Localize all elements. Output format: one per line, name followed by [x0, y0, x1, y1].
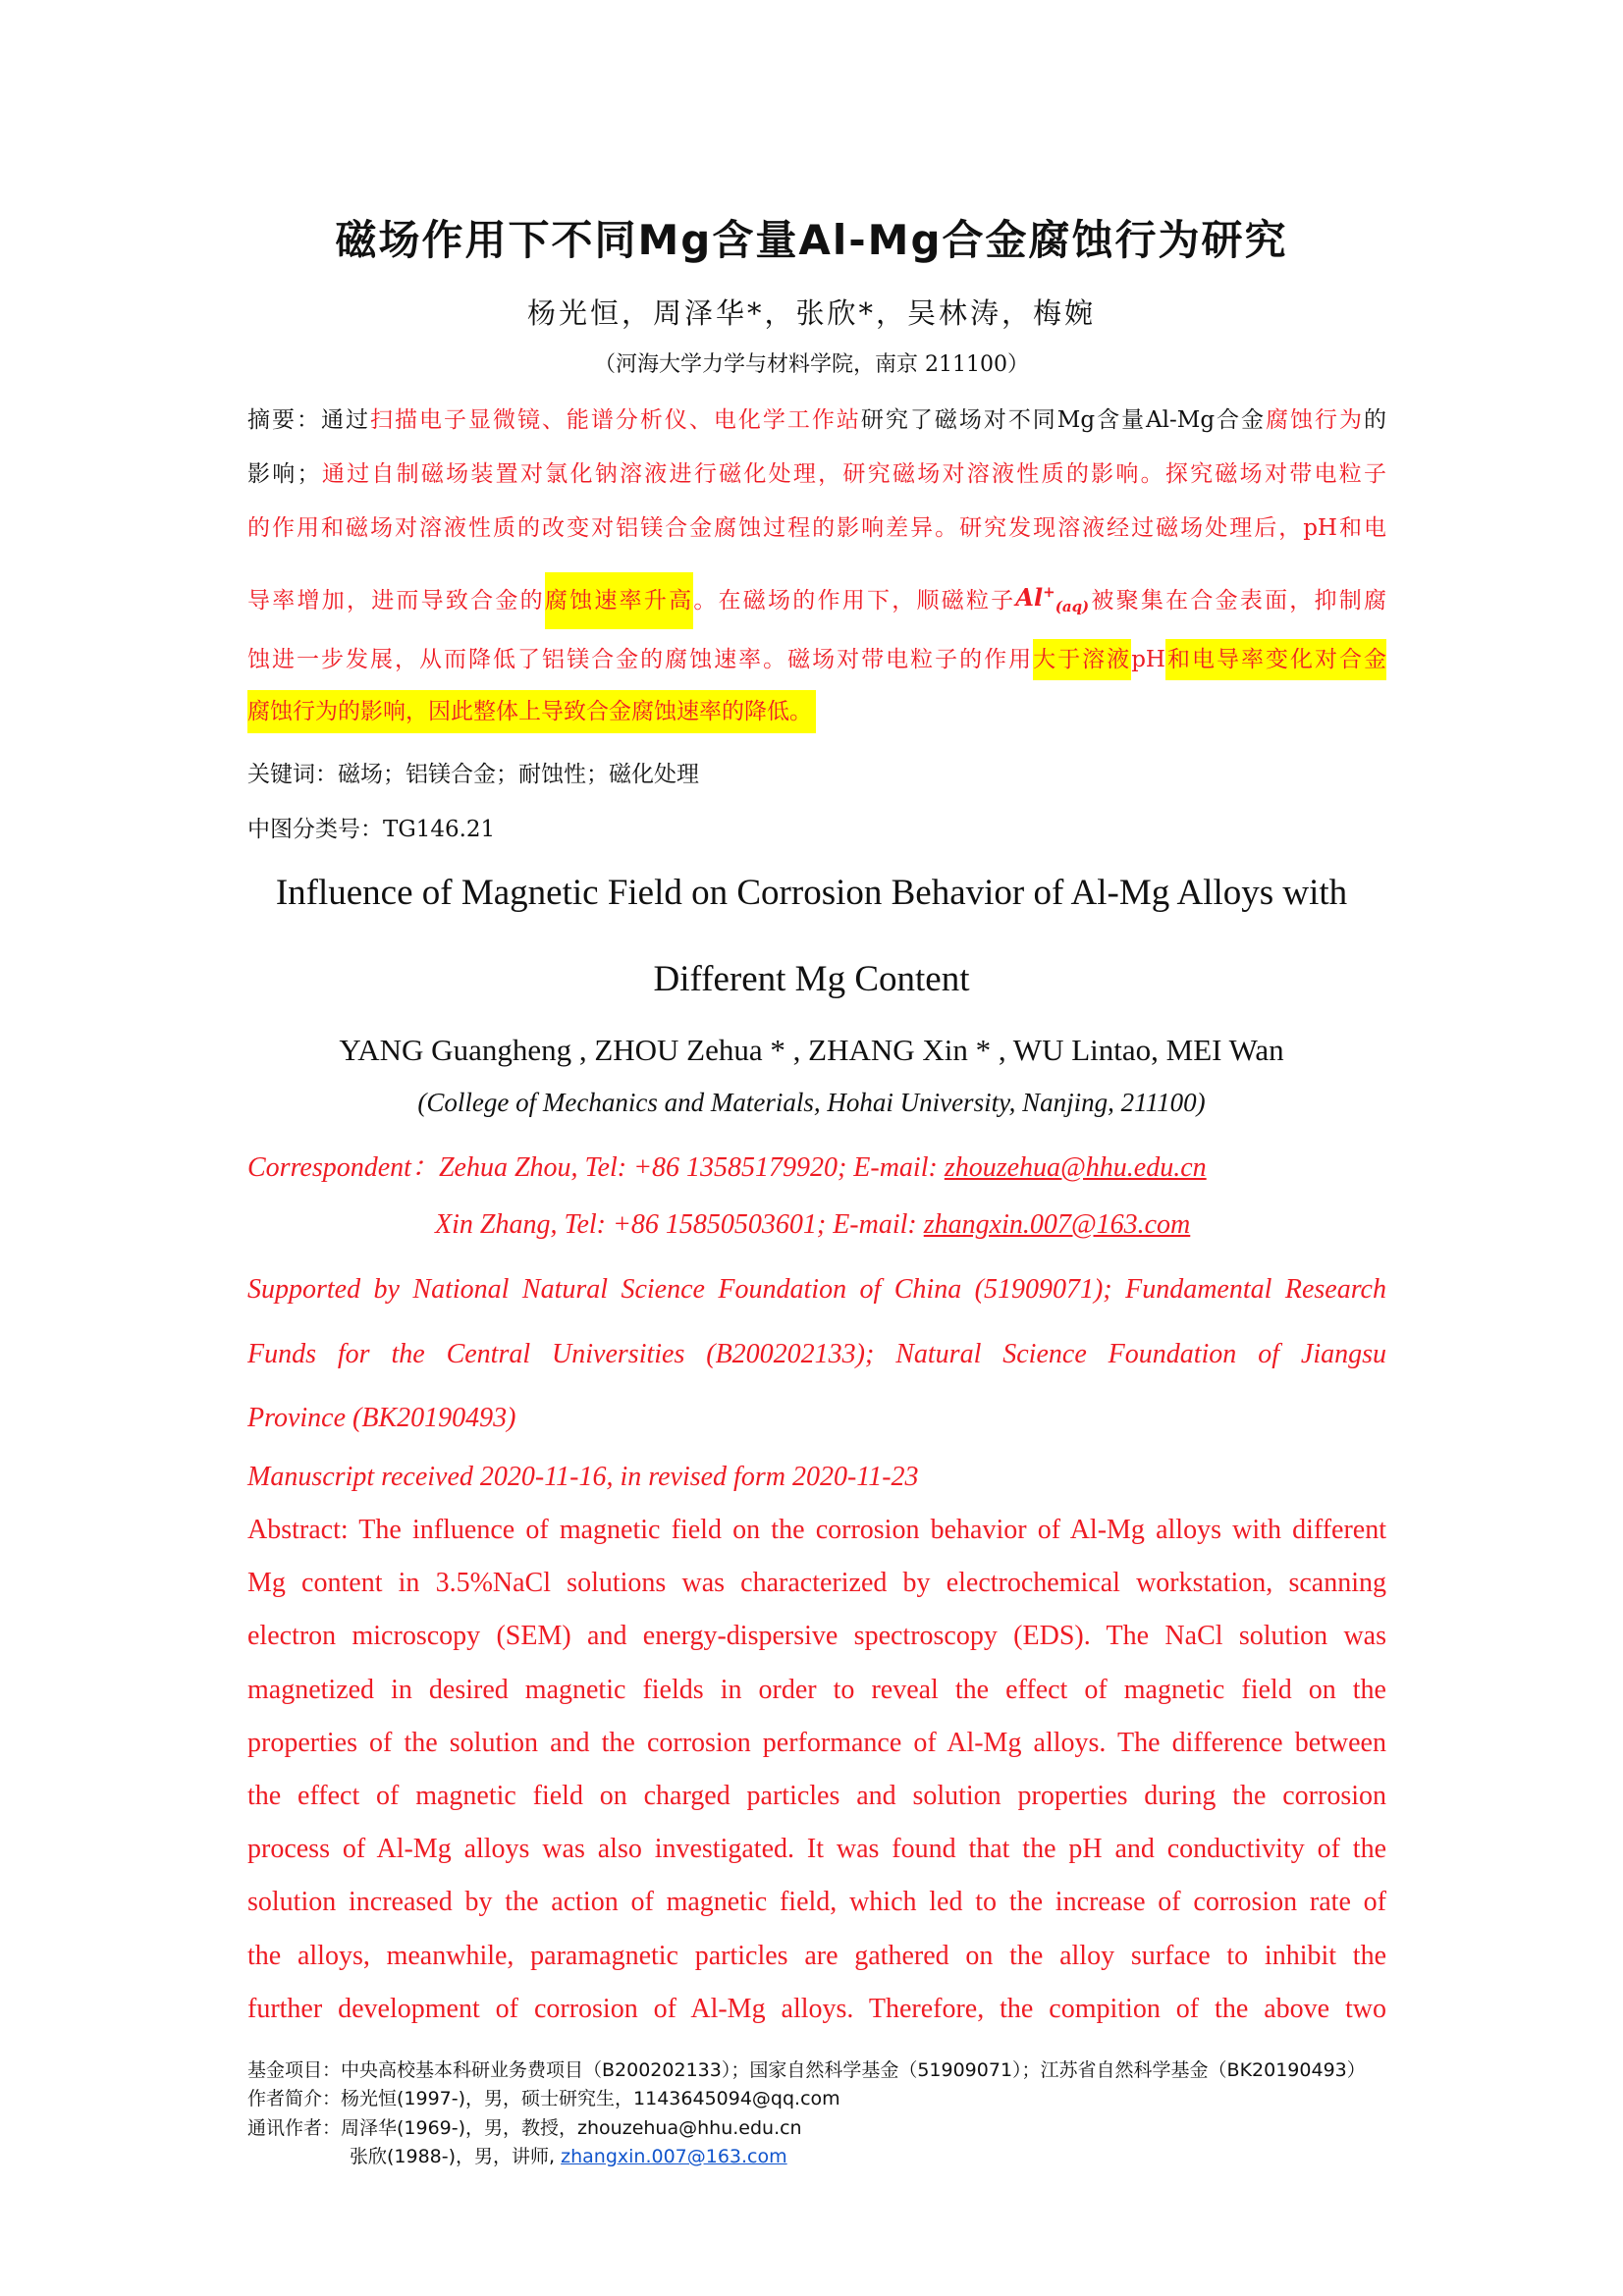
cn-title: 磁场作用下不同Mg含量Al-Mg合金腐蚀行为研究 — [335, 216, 1288, 264]
cn-affiliation: （河海大学力学与材料学院，南京 211100） — [594, 352, 1029, 377]
text-span: 通过 — [320, 407, 370, 433]
text-span: 被聚集在合金表面，抑制腐 — [1089, 588, 1387, 614]
correspondent-label: Correspondent：Zehua Zhou, Tel: +86 13585179920; E-mail: — [247, 1152, 945, 1183]
en-abstract-line-7: process of Al-Mg alloys was also investigated. It was found that the pH and conductivity of the — [247, 1834, 1386, 1864]
supported-line-3: Province (BK20190493) — [247, 1403, 516, 1433]
en-abstract-line-9: the alloys, meanwhile, paramagnetic particles are gathered on the alloy surface to inhibit the — [247, 1941, 1386, 1971]
chem-sub: (aq) — [1055, 597, 1090, 615]
cn-abstract-line-3: 的作用和磁场对溶液性质的改变对铝镁合金腐蚀过程的影响差异。研究发现溶液经过磁场处理后，pH和电 — [247, 515, 1386, 541]
supported-line-1: Supported by National Natural Science Foundation of China (51909071); Fundamental Research — [247, 1274, 1386, 1305]
footnote-corr2-text: 张欣(1988-)，男，讲师, — [350, 2146, 562, 2167]
text-span: 研究了磁场对不同Mg含量Al-Mg合金 — [860, 407, 1267, 433]
text-span: 。在磁场的作用下，顺磁粒子 — [693, 588, 1016, 614]
chem-symbol: Al — [1015, 583, 1044, 612]
en-affiliation: (College of Mechanics and Materials, Hohai University, Nanjing, 211100) — [417, 1088, 1206, 1117]
en-abstract-line-5: properties of the solution and the corrosion performance of Al-Mg alloys. The difference between — [247, 1728, 1386, 1758]
cn-abstract-line-6 — [247, 693, 816, 725]
en-abstract-line-6: the effect of magnetic field on charged particles and solution properties during the corrosion — [247, 1781, 1386, 1811]
en-title-line-1: Influence of Magnetic Field on Corrosion Behavior of Al-Mg Alloys with — [275, 873, 1348, 913]
text-span: 蚀进一步发展，从而降低了铝镁合金的腐蚀速率。磁场对带电粒子的作用 — [247, 647, 1034, 672]
text-span: 的 — [1364, 407, 1387, 433]
text-span: pH — [1131, 647, 1165, 672]
text-span: 通过自制磁场装置对氯化钠溶液进行磁化处理，研究磁场对溶液性质的影响。探究磁场对带电粒子 — [319, 461, 1387, 487]
manuscript-dates: Manuscript received 2020-11-16, in revised form 2020-11-23 — [247, 1462, 919, 1492]
footnote-correspondent: 通讯作者：周泽华(1969-)，男，教授，zhouzehua@hhu.edu.cn — [247, 2117, 802, 2139]
en-abstract-line-10: further development of corrosion of Al-Mg alloys. Therefore, the compition of the above two — [247, 1994, 1386, 2024]
cn-abstract-line-2 — [247, 455, 1386, 488]
highlight-corrosion-rate-rise: 腐蚀速率升高 — [545, 572, 693, 629]
cn-classification: 中图分类号：TG146.21 — [247, 817, 496, 842]
en-abstract-line-1: Abstract: The influence of magnetic field on the corrosion behavior of Al-Mg alloys with different — [247, 1515, 1386, 1545]
en-abstract-line-3: electron microscopy (SEM) and energy-dispersive spectroscopy (EDS). The NaCl solution was — [247, 1621, 1386, 1651]
email-link-zhang[interactable]: zhangxin.007@163.com — [923, 1209, 1191, 1240]
en-abstract-line-8: solution increased by the action of magnetic field, which led to the increase of corrosion rate of — [247, 1887, 1386, 1917]
correspondent-line-1 — [247, 1146, 1386, 1185]
cn-abstract-line-1 — [247, 401, 1386, 434]
highlight-overall-decrease: 腐蚀行为的影响，因此整体上导致合金腐蚀速率的降低。 — [247, 690, 816, 733]
supported-line-2: Funds for the Central Universities (B200202133); Natural Science Foundation of Jiangsu — [247, 1339, 1386, 1369]
correspondent-label-2: Xin Zhang, Tel: +86 15850503601; E-mail: — [435, 1209, 924, 1240]
cn-abstract-line-5 — [247, 638, 1386, 681]
footnote-correspondent-2 — [350, 2142, 787, 2168]
cn-authors: 杨光恒，周泽华*，张欣*，吴林涛，梅婉 — [526, 296, 1096, 330]
email-link-zhou[interactable]: zhouzehua@hhu.edu.cn — [944, 1152, 1207, 1183]
en-abstract-line-2: Mg content in 3.5%NaCl solutions was characterized by electrochemical workstation, scanning — [247, 1568, 1386, 1598]
en-authors: YANG Guangheng , ZHOU Zehua * , ZHANG Xin * , WU Lintao, MEI Wan — [339, 1033, 1284, 1067]
chem-formula-al-ion — [1015, 583, 1090, 615]
cn-abstract-line-4 — [247, 569, 1386, 633]
footnote-divider — [247, 2046, 1386, 2047]
chem-sup: + — [1043, 583, 1055, 601]
highlight-greater-than-solution: 大于溶液 — [1033, 639, 1131, 680]
text-span: 腐蚀行为 — [1266, 407, 1365, 433]
cn-abstract-label: 摘要： — [247, 407, 321, 433]
footnote-fund: 基金项目：中央高校基本科研业务费项目（B200202133）；国家自然科学基金（51909071）；江苏省自然科学基金（BK20190493） — [247, 2059, 1366, 2081]
cn-keywords: 关键词：磁场；铝镁合金；耐蚀性；磁化处理 — [247, 762, 699, 787]
en-abstract-line-4: magnetized in desired magnetic fields in order to reveal the effect of magnetic field on the — [247, 1675, 1386, 1705]
footnote-author: 作者简介：杨光恒(1997-)，男，硕士研究生，1143645094@qq.com — [247, 2088, 840, 2109]
en-title-line-2: Different Mg Content — [653, 959, 970, 999]
footnote-email-link[interactable]: zhangxin.007@163.com — [561, 2146, 787, 2167]
text-span: 导率增加，进而导致合金的 — [247, 588, 545, 614]
text-span: 扫描电子显微镜、能谱分析仪、电化学工作站 — [369, 407, 861, 433]
correspondent-line-2 — [435, 1209, 1190, 1241]
text-span: 影响； — [247, 461, 320, 487]
highlight-conductivity-change: 和电导率变化对合金 — [1165, 639, 1386, 680]
